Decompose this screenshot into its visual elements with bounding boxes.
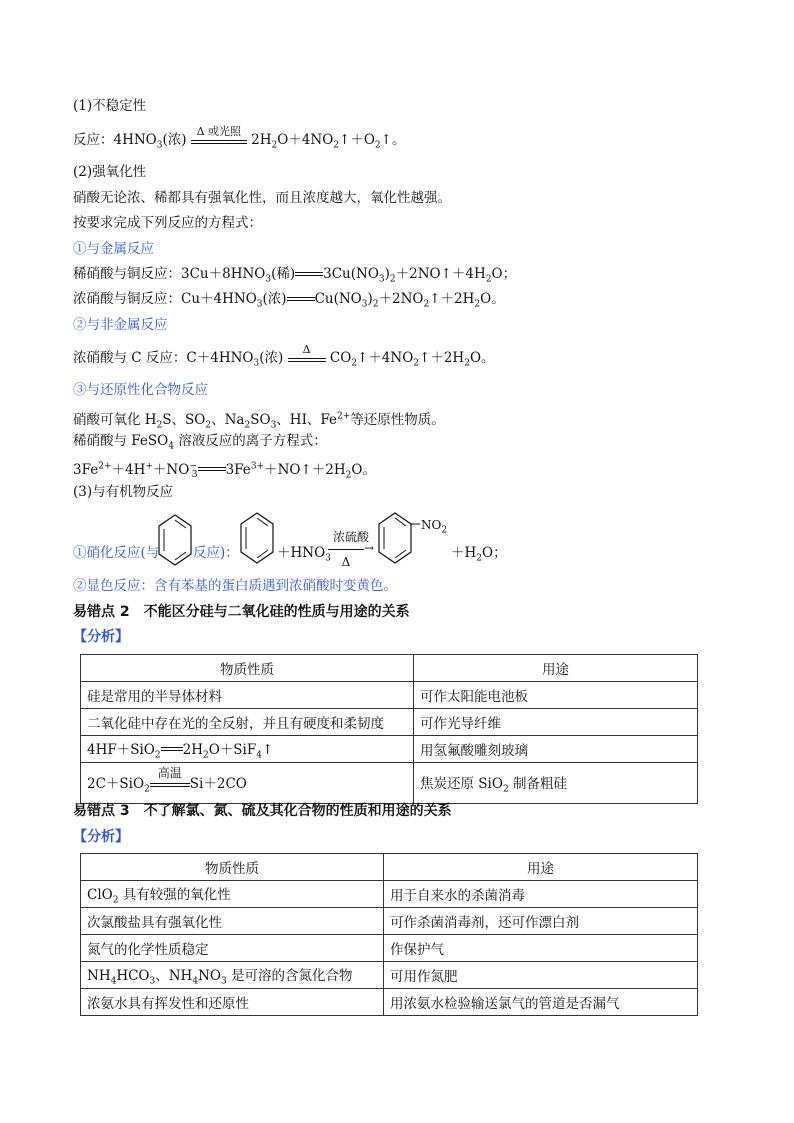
point3-analysis: 【分析】 (73, 829, 129, 845)
table-cell: ClO$_2$ 具有较强的氧化性 (81, 881, 384, 908)
table-header: 物质性质 (81, 854, 384, 881)
table-cell: 次氯酸盐具有强氧化性 (81, 908, 384, 935)
no2-label: $NO_2$ (421, 518, 448, 536)
ionic-title: 稀硝酸与 FeSO$_4$ 溶液反应的离子方程式： (73, 433, 327, 452)
table-row (81, 881, 698, 908)
table-cell: 可作太阳能电池板 (414, 682, 698, 709)
table-row (81, 908, 698, 935)
table-header: 物质性质 (81, 655, 414, 682)
table-cell-hf-equation: 4HF＋SiO$_2$ $2H_2O+SiF_4↑$ (81, 736, 414, 763)
table-cell: 用浓氨水检验输送氯气的管道是否漏气 (384, 989, 698, 1016)
table-row (81, 736, 698, 763)
table-cell: 可作杀菌消毒剂，还可作漂白剂 (384, 908, 698, 935)
benzene-reactant-icon (238, 510, 276, 570)
color-reaction: ②显色反应：含有苯基的蛋白质遇到浓硝酸时变黄色。 (73, 578, 397, 594)
ionic-equation: $3Fe^{2+}+4H^++NO^-_3$ $3Fe^{3+}+NO↑+2H_2O$。 (73, 461, 376, 481)
table-cell: 作保护气 (384, 935, 698, 962)
point2-title: 易错点 2 不能区分硅与二氧化硅的性质与用途的关系 (73, 604, 410, 620)
table-row (81, 763, 698, 804)
table-header: 用途 (414, 655, 698, 682)
table-header-row (81, 854, 698, 881)
task-instruction: 按要求完成下列反应的方程式： (73, 215, 262, 231)
table-row (81, 682, 698, 709)
table-cell: 二氧化硅中存在光的全反射，并且有硬度和柔韧度 (81, 709, 414, 736)
point2-table (80, 654, 698, 804)
reaction-condition: Δ 或光照 (191, 132, 247, 150)
nitration-condition: 浓硫酸 → Δ (328, 528, 374, 569)
section-title-unstable: (1)不稳定性 (73, 98, 147, 114)
table-cell: 硅是常用的半导体材料 (81, 682, 414, 709)
table-cell: $NH_4HCO_3$、$NH_4NO_3$ 是可溶的含氮化合物 (81, 962, 384, 989)
dilute-cu-equation: 稀硝酸与铜反应：$3Cu+8HNO_3$(稀) $3Cu(NO_3)_2+2NO↑+4H_2O$； (73, 266, 517, 285)
subheading-reducing: ③与还原性化合物反应 (73, 382, 208, 398)
section-title-oxidizing: (2)强氧化性 (73, 164, 147, 180)
conc-c-equation: 浓硝酸与 C 反应：$C+4HNO_3$(浓) Δ $CO_2↑+4NO_2↑+2H_2O$。 (73, 342, 495, 369)
point3-title: 易错点 3 不了解氯、氮、硫及其化合物的性质和用途的关系 (73, 803, 452, 819)
nitration-label: ①硝化反应(与 (73, 545, 160, 561)
plus-hno3: $+HNO_3$ (277, 545, 331, 564)
point2-analysis: 【分析】 (73, 629, 129, 645)
section-title-organic: (3)与有机物反应 (73, 484, 174, 500)
subheading-nonmetal: ②与非金属反应 (73, 317, 168, 333)
table-cell-carbon-equation: 2C＋SiO$_2$ 高温 Si＋2CO (81, 763, 414, 804)
table-cell: 用于自来水的杀菌消毒 (384, 881, 698, 908)
table-cell: 可作光导纤维 (414, 709, 698, 736)
table-cell: 用氢氟酸雕刻玻璃 (414, 736, 698, 763)
plus-h2o: $+H_2O$； (451, 545, 507, 564)
subheading-metal: ①与金属反应 (73, 241, 154, 257)
table-header: 用途 (384, 854, 698, 881)
oxidizing-description: 硝酸无论浓、稀都具有强氧化性，而且浓度越大，氧化性越强。 (73, 190, 451, 206)
table-cell: 焦炭还原 SiO$_2$ 制备粗硅 (414, 763, 698, 804)
reducing-substances: 硝酸可氧化 $H_2S$、$SO_2$、$Na_2SO_3$、HI、$Fe^{2+}$等还原性物质。 (73, 411, 445, 431)
nitrobenzene-icon (376, 508, 456, 568)
table-header-row (81, 655, 698, 682)
table-cell: 浓氨水具有挥发性和还原性 (81, 989, 384, 1016)
table-cell: 可用作氮肥 (384, 962, 698, 989)
decomposition-equation: 反应：$4HNO_3$(浓) Δ 或光照 $2H_2O+4NO_2↑+O_2↑$。 (73, 124, 406, 151)
benzene-icon (156, 512, 194, 572)
conc-cu-equation: 浓硝酸与铜反应：$Cu+4HNO_3$(浓) $Cu(NO_3)_2+2NO_2↑+2H_2O$。 (73, 291, 505, 310)
table-cell: 氮气的化学性质稳定 (81, 935, 384, 962)
point3-table (80, 853, 698, 1016)
table-row (81, 935, 698, 962)
nitration-label-2: 反应)： (193, 545, 239, 561)
table-row (81, 989, 698, 1016)
table-row (81, 962, 698, 989)
table-row (81, 709, 698, 736)
